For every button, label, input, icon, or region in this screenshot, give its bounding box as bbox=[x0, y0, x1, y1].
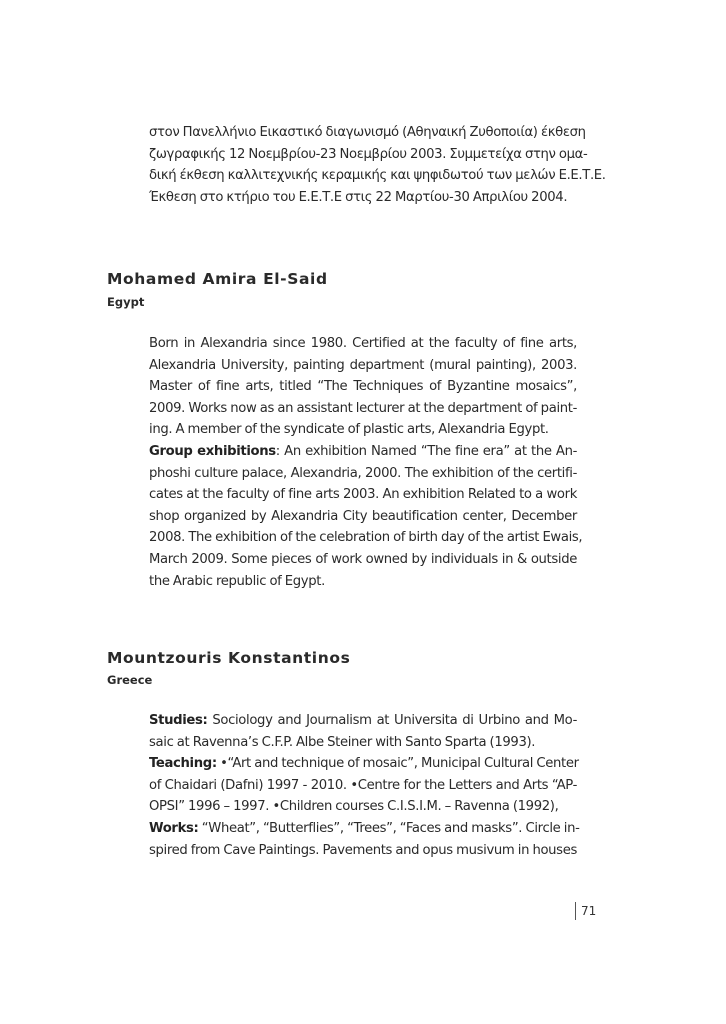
artist-bio bbox=[149, 333, 583, 592]
text-line: saic at Ravenna’s C.F.P. Albe Steiner with Santo Sparta (1993). bbox=[149, 734, 536, 750]
artist-country: Greece bbox=[107, 673, 153, 687]
text-line: δική έκθεση καλλιτεχνικής κεραμικής και ψηφιδωτού των μελών Ε.Ε.Τ.Ε. bbox=[149, 168, 606, 184]
group-exhibitions-label: Group exhibitions bbox=[149, 443, 276, 459]
text-line: 2009. Works now as an assistant lecturer at the department of paint- bbox=[149, 400, 577, 416]
text-line: phoshi culture palace, Alexandria, 2000. The exhibition of the certifi- bbox=[149, 465, 577, 481]
text-line: of Chaidari (Dafni) 1997 - 2010. •Centre for the Letters and Arts “AP- bbox=[149, 777, 577, 793]
text-line: OPSI” 1996 – 1997. •Children courses C.I.S.I.M. – Ravenna (1992), bbox=[149, 799, 559, 815]
text-line: cates at the faculty of fine arts 2003. An exhibition Related to a work bbox=[149, 487, 577, 503]
text-line: Έκθεση στο κτήριο του Ε.Ε.Τ.Ε στις 22 Μαρτίου-30 Απριλίου 2004. bbox=[149, 189, 568, 205]
artist-name: Mountzouris Konstantinos bbox=[107, 649, 351, 667]
text-line: Studies: Sociology and Journalism at Universita di Urbino and Mo- bbox=[149, 713, 577, 728]
page-number: 71 bbox=[575, 902, 596, 920]
teaching-label: Teaching: bbox=[149, 756, 217, 772]
text-line: Alexandria University, painting department (mural painting), 2003. bbox=[149, 357, 577, 373]
text-line: ζωγραφικής 12 Νοεμβρίου-23 Νοεμβρίου 2003. Συμμετείχα στην ομα- bbox=[149, 146, 588, 162]
text-line: ing. A member of the syndicate of plastic arts, Alexandria Egypt. bbox=[149, 422, 549, 438]
studies-label: Studies: bbox=[149, 713, 208, 728]
artist-name: Mohamed Amira El-Said bbox=[107, 270, 328, 288]
text-line: the Arabic republic of Egypt. bbox=[149, 573, 325, 589]
text-line: shop organized by Alexandria City beautification center, December bbox=[149, 508, 577, 524]
works-label: Works: bbox=[149, 820, 199, 836]
artist-country: Egypt bbox=[107, 295, 145, 309]
text-line: Teaching: •“Art and technique of mosaic”, Municipal Cultural Center bbox=[149, 756, 579, 772]
text-line: Master of fine arts, titled “The Techniques of Byzantine mosaics”, bbox=[149, 379, 577, 395]
intro-paragraph bbox=[149, 122, 606, 208]
artist-bio bbox=[149, 710, 580, 861]
text-line: March 2009. Some pieces of work owned by individuals in & outside bbox=[149, 551, 577, 567]
text-line: Works: “Wheat”, “Butterflies”, “Trees”, “Faces and masks”. Circle in- bbox=[149, 820, 580, 836]
text-line: spired from Cave Paintings. Pavements and opus musivum in houses bbox=[149, 842, 577, 858]
text-line: Born in Alexandria since 1980. Certified at the faculty of fine arts, bbox=[149, 336, 577, 351]
text-line: Group exhibitions: An exhibition Named “The fine era” at the An- bbox=[149, 443, 577, 459]
text-line: στον Πανελλήνιο Εικαστικό διαγωνισμό (Αθηναική Ζυθοποιία) έκθεση bbox=[149, 125, 586, 140]
text-line: 2008. The exhibition of the celebration of birth day of the artist Ewais, bbox=[149, 530, 583, 546]
